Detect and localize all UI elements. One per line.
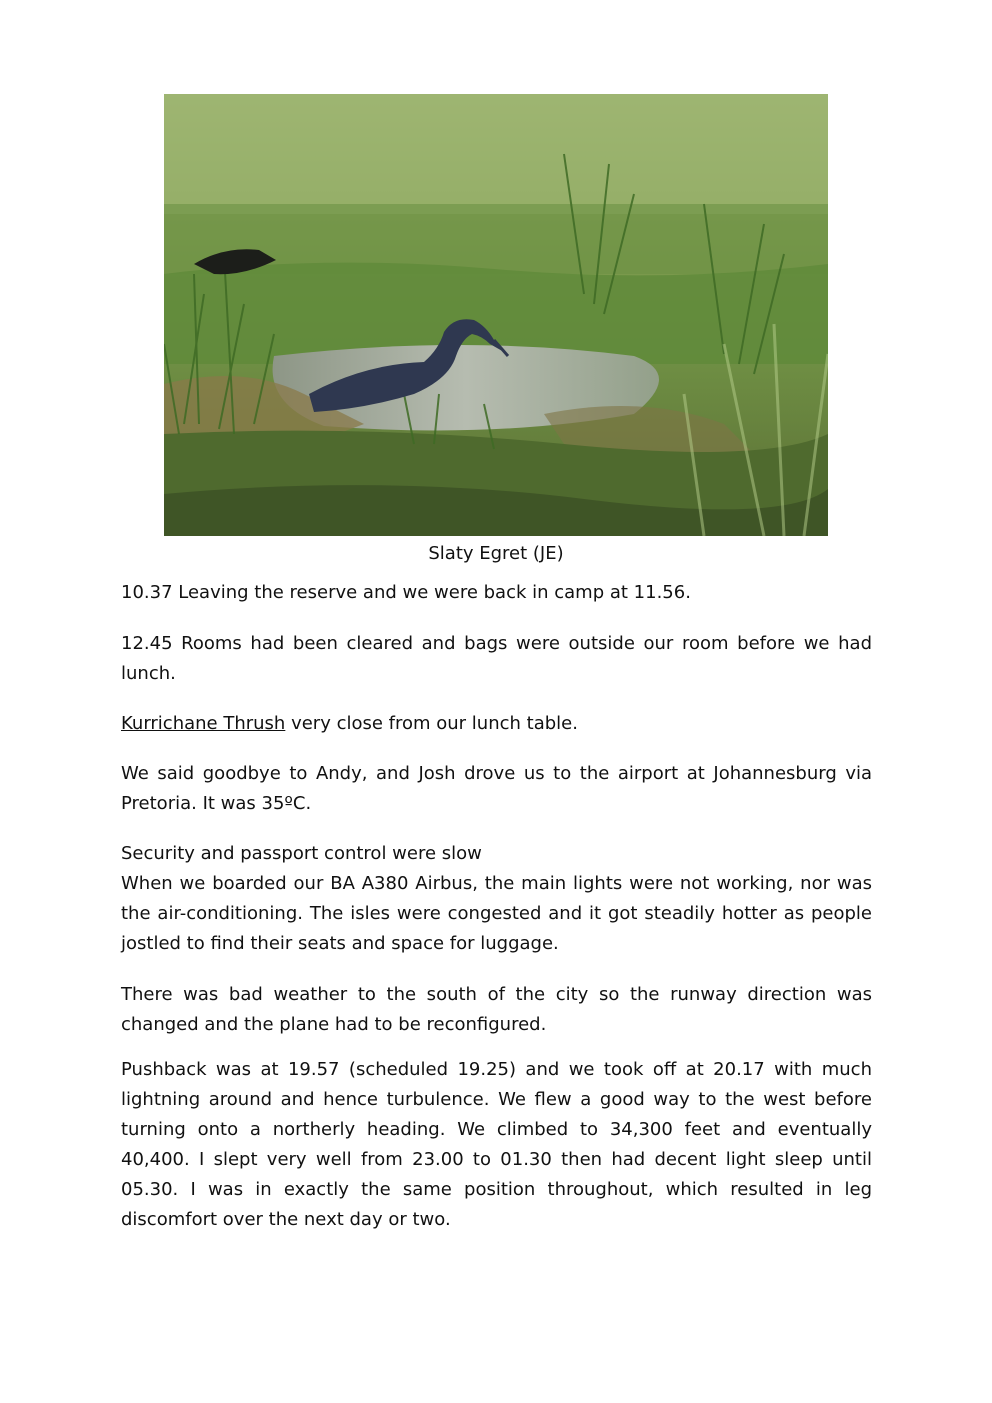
paragraph-goodbye: We said goodbye to Andy, and Josh drove us to the airport at Johannesburg via Pretoria. It was 35ºC. [121,763,872,814]
paragraph-security-line: Security and passport control were slow [121,843,482,864]
kurrichane-thrush-link: Kurrichane Thrush [121,713,286,734]
paragraph-bad-weather: There was bad weather to the south of the city so the runway direction was changed and the plane had to be reconfigured. [121,984,872,1035]
paragraph-boarding: When we boarded our BA A380 Airbus, the main lights were not working, nor was the air-conditioning. The isles were congested and it got steadily hotter as people jostled to find their seats and space for luggage. [121,873,872,954]
thrush-sentence-rest: very close from our lunch table. [285,713,578,734]
paragraph-kurrichane-thrush [121,709,872,739]
paragraph-rooms-cleared: 12.45 Rooms had been cleared and bags were outside our room before we had lunch. [121,633,872,684]
egret-photo-illustration [164,94,828,536]
egret-photo [164,94,828,536]
paragraph-leaving-reserve: 10.37 Leaving the reserve and we were back in camp at 11.56. [121,582,691,603]
paragraph-pushback: Pushback was at 19.57 (scheduled 19.25) and we took off at 20.17 with much lightning around and hence turbulence. We flew a good way to the west before turning onto a northerly heading. We climbed to 34,300 feet and eventually 40,400. I slept very well from 23.00 to 01.30 then had decent light sleep until 05.30. I was in exactly the same position throughout, which resulted in leg discomfort over the next day or two. [121,1059,872,1230]
photo-caption: Slaty Egret (JE) [428,543,564,564]
